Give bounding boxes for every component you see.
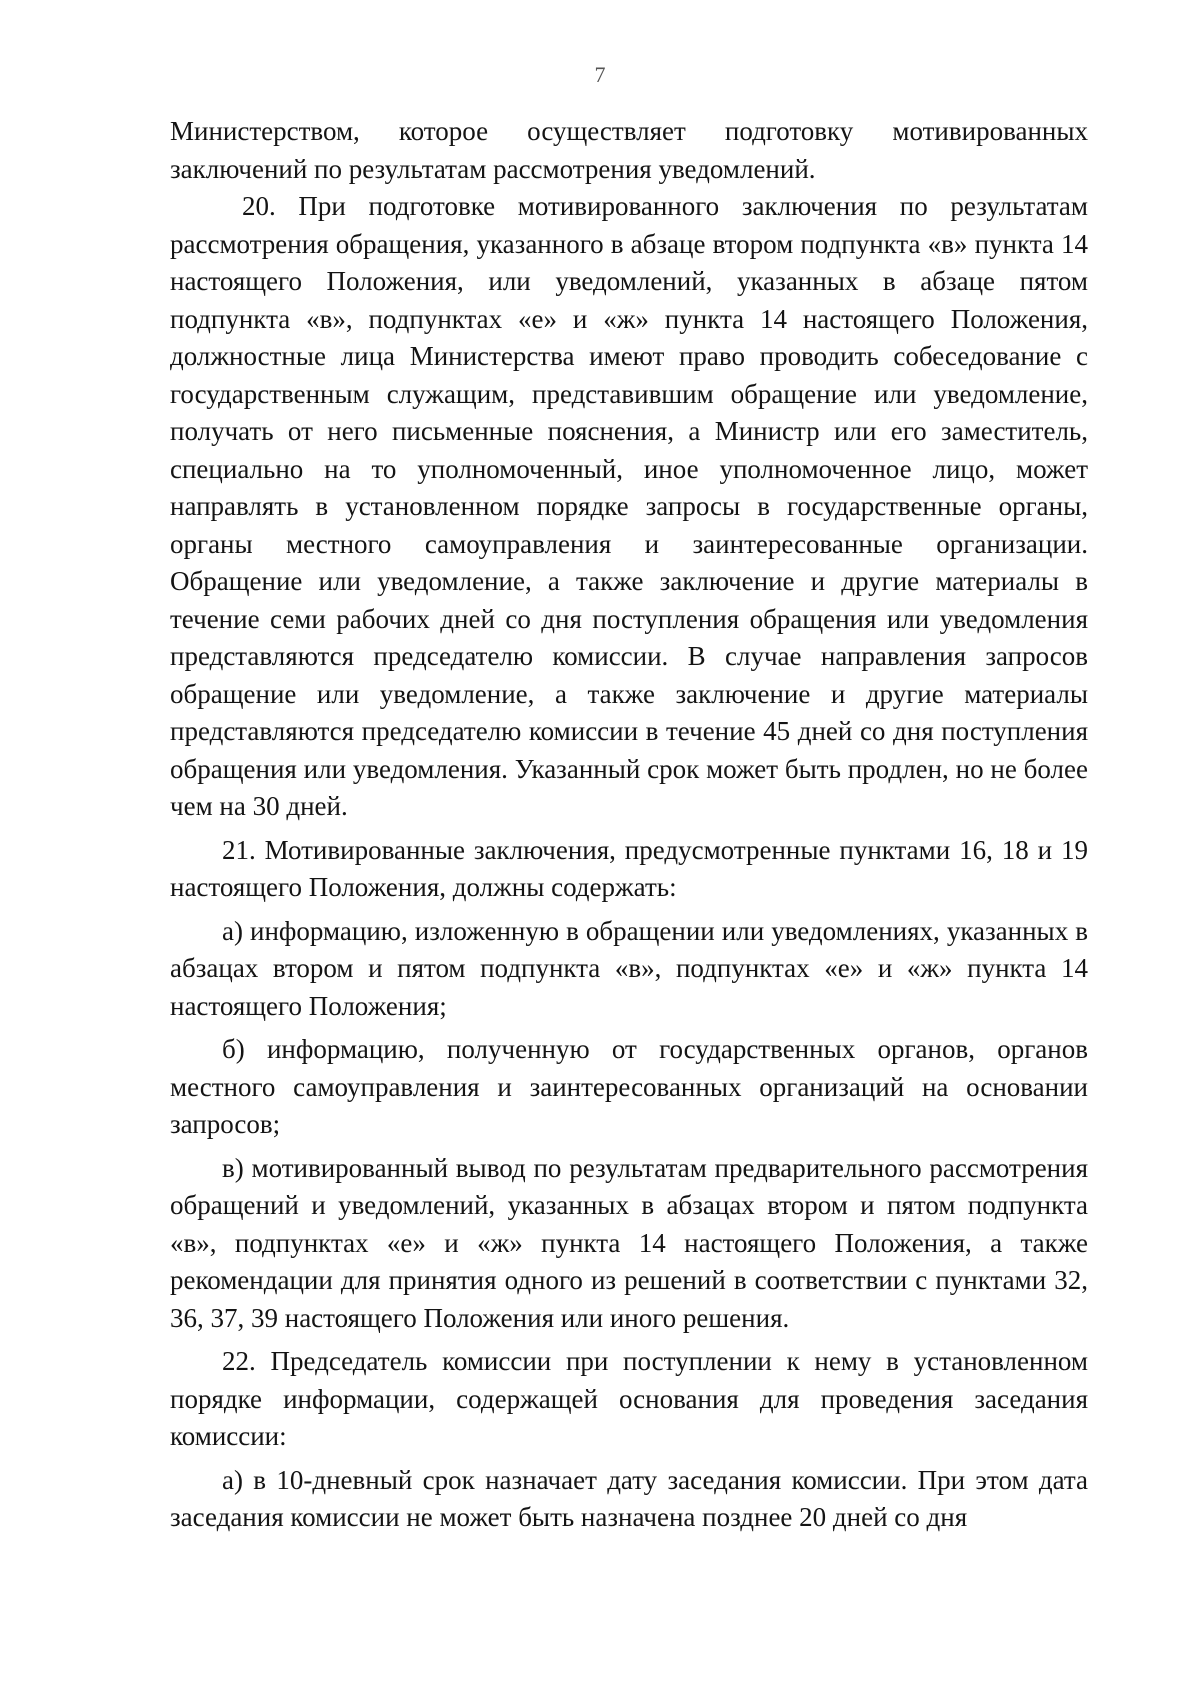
paragraph-subitem-a: а) информацию, изложенную в обращении или уведомлениях, указанных в абзацах втором и пятом подпункта «в», подпунктах «е» и «ж» пункта 14 настоящего Положения; <box>170 915 1088 1021</box>
paragraph-item-22-subitem-a: а) в 10-дневный срок назначает дату заседания комиссии. При этом дата заседания комиссии не может быть назначена позднее 20 дней со дня <box>170 1464 1088 1532</box>
paragraph-item-21: 21. Мотивированные заключения, предусмотренные пунктами 16, 18 и 19 настоящего Положения, должны содержать: <box>170 834 1088 902</box>
paragraph-item-20: 20. При подготовке мотивированного заключения по результатам рассмотрения обращения, указанного в абзаце втором подпункта «в» пункта 14 настоящего Положения, или уведомлений, указанных в абзаце пятом подпункта «в», подпунктах «е» и «ж» пункта 14 настоящего Положения, должностные лица Министерства имеют право проводить собеседование с государственным служащим, представившим обращение или уведомление, получать от него письменные пояснения, а Министр или его заместитель, специально на то уполномоченный, иное уполномоченное лицо, может направлять в установленном порядке запросы в государственные органы, органы местного самоуправления и заинтересованные организации. Обращение или уведомление, а также заключение и другие материалы в течение семи рабочих дней со дня поступления обращения или уведомления представляются председателю комиссии. В случае направления запросов обращение или уведомление, а также заключение и другие материалы представляются председателю комиссии в течение 45 дней со дня поступления обращения или уведомления. Указанный срок может быть продлен, но не более чем на 30 дней. <box>170 191 1088 821</box>
document-body <box>170 113 1088 1537</box>
paragraph-continuation: Министерством, которое осуществляет подготовку мотивированных заключений по результатам рассмотрения уведомлений. <box>170 116 1088 184</box>
paragraph-item-22: 22. Председатель комиссии при поступлении к нему в установленном порядке информации, содержащей основания для проведения заседания комиссии: <box>170 1346 1088 1451</box>
paragraph-subitem-v: в) мотивированный вывод по результатам предварительного рассмотрения обращений и уведомлений, указанных в абзацах втором и пятом подпункта «в», подпунктах «е» и «ж» пункта 14 настоящего Положения, а также рекомендации для принятия одного из решений в соответствии с пунктами 32, 36, 37, 39 настоящего Положения или иного решения. <box>170 1152 1088 1333</box>
paragraph-subitem-b: б) информацию, полученную от государственных органов, органов местного самоуправления и заинтересованных организаций на основании запросов; <box>170 1034 1088 1139</box>
page-number: 7 <box>594 62 606 87</box>
